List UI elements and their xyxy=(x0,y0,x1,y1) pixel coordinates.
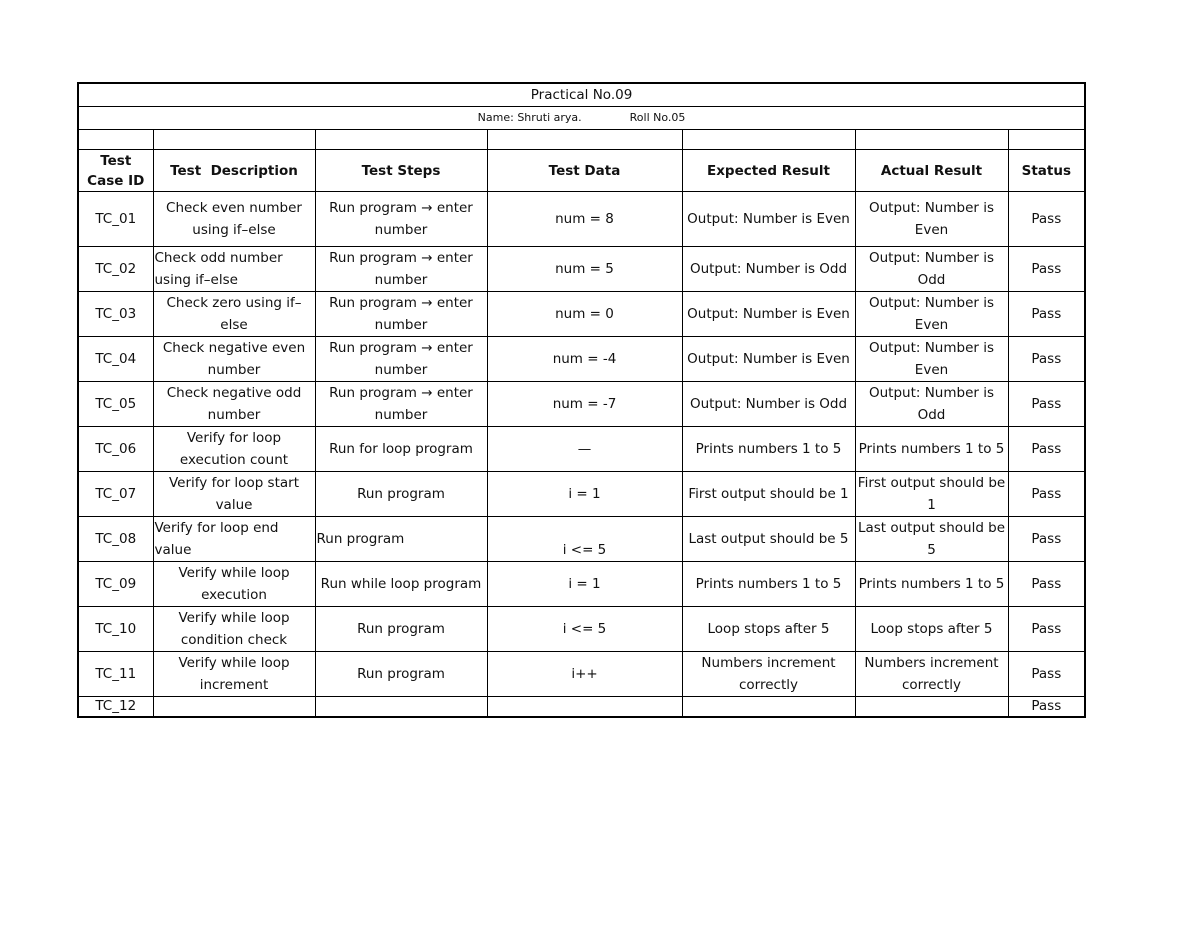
blank-row xyxy=(78,130,1085,150)
header-expected-result: Expected Result xyxy=(682,150,855,192)
case-description: Verify for loop end value xyxy=(153,517,315,562)
case-status: Pass xyxy=(1008,697,1085,718)
case-actual: Output: Number is Odd xyxy=(855,382,1008,427)
case-status: Pass xyxy=(1008,192,1085,247)
case-id: TC_10 xyxy=(78,607,153,652)
test-case-table xyxy=(77,82,1086,718)
case-steps: Run program xyxy=(315,652,487,697)
case-id: TC_07 xyxy=(78,472,153,517)
table-row xyxy=(78,382,1085,427)
case-data: num = -7 xyxy=(487,382,682,427)
case-data: num = -4 xyxy=(487,337,682,382)
case-description xyxy=(153,697,315,718)
title-row xyxy=(78,83,1085,107)
case-id: TC_02 xyxy=(78,247,153,292)
roll-number: Roll No.05 xyxy=(629,111,686,124)
case-steps: Run while loop program xyxy=(315,562,487,607)
case-data: i <= 5 xyxy=(487,607,682,652)
case-actual: Output: Number is Even xyxy=(855,292,1008,337)
case-id: TC_08 xyxy=(78,517,153,562)
case-status: Pass xyxy=(1008,337,1085,382)
case-description: Check even number using if–else xyxy=(153,192,315,247)
table-row xyxy=(78,192,1085,247)
case-expected: Output: Number is Even xyxy=(682,292,855,337)
case-data: num = 0 xyxy=(487,292,682,337)
header-actual-result: Actual Result xyxy=(855,150,1008,192)
case-description: Check odd number using if–else xyxy=(153,247,315,292)
case-description: Check zero using if–else xyxy=(153,292,315,337)
case-description: Verify while loop execution xyxy=(153,562,315,607)
case-expected: Output: Number is Even xyxy=(682,192,855,247)
case-expected: Output: Number is Odd xyxy=(682,247,855,292)
case-expected: Output: Number is Odd xyxy=(682,382,855,427)
header-test-data: Test Data xyxy=(487,150,682,192)
case-id: TC_03 xyxy=(78,292,153,337)
case-data: i = 1 xyxy=(487,472,682,517)
case-expected: Last output should be 5 xyxy=(682,517,855,562)
case-description: Verify for loop execution count xyxy=(153,427,315,472)
case-actual: Prints numbers 1 to 5 xyxy=(855,562,1008,607)
header-row xyxy=(78,150,1085,192)
case-status: Pass xyxy=(1008,652,1085,697)
case-steps: Run for loop program xyxy=(315,427,487,472)
case-status: Pass xyxy=(1008,427,1085,472)
page-title: Practical No.09 xyxy=(78,83,1085,107)
table-row xyxy=(78,337,1085,382)
header-test-case-id: Test Case ID xyxy=(78,150,153,192)
case-description: Verify for loop start value xyxy=(153,472,315,517)
student-info xyxy=(78,107,1085,130)
case-steps xyxy=(315,697,487,718)
case-id: TC_09 xyxy=(78,562,153,607)
case-expected: First output should be 1 xyxy=(682,472,855,517)
case-steps: Run program xyxy=(315,517,487,562)
case-expected: Prints numbers 1 to 5 xyxy=(682,427,855,472)
case-description: Verify while loop condition check xyxy=(153,607,315,652)
case-steps: Run program xyxy=(315,607,487,652)
table-row xyxy=(78,562,1085,607)
case-status: Pass xyxy=(1008,472,1085,517)
table-row xyxy=(78,292,1085,337)
case-data: num = 8 xyxy=(487,192,682,247)
case-id: TC_11 xyxy=(78,652,153,697)
student-name: Name: Shruti arya. xyxy=(477,111,582,124)
table-row xyxy=(78,652,1085,697)
case-data xyxy=(487,697,682,718)
case-actual: Numbers increment correctly xyxy=(855,652,1008,697)
case-steps: Run program xyxy=(315,472,487,517)
case-actual: Last output should be 5 xyxy=(855,517,1008,562)
header-test-steps: Test Steps xyxy=(315,150,487,192)
case-actual xyxy=(855,697,1008,718)
table-row xyxy=(78,427,1085,472)
case-description: Check negative even number xyxy=(153,337,315,382)
case-data: — xyxy=(487,427,682,472)
case-id: TC_01 xyxy=(78,192,153,247)
case-actual: First output should be 1 xyxy=(855,472,1008,517)
case-actual: Loop stops after 5 xyxy=(855,607,1008,652)
case-steps: Run program → enter number xyxy=(315,192,487,247)
table-row xyxy=(78,472,1085,517)
case-actual: Prints numbers 1 to 5 xyxy=(855,427,1008,472)
case-actual: Output: Number is Even xyxy=(855,337,1008,382)
case-data: i = 1 xyxy=(487,562,682,607)
case-id: TC_06 xyxy=(78,427,153,472)
header-status: Status xyxy=(1008,150,1085,192)
case-expected xyxy=(682,697,855,718)
case-steps: Run program → enter number xyxy=(315,247,487,292)
table-row xyxy=(78,607,1085,652)
case-status: Pass xyxy=(1008,517,1085,562)
case-steps: Run program → enter number xyxy=(315,382,487,427)
case-status: Pass xyxy=(1008,292,1085,337)
case-description: Verify while loop increment xyxy=(153,652,315,697)
case-status: Pass xyxy=(1008,562,1085,607)
case-status: Pass xyxy=(1008,607,1085,652)
case-status: Pass xyxy=(1008,382,1085,427)
table-row xyxy=(78,517,1085,562)
table-row xyxy=(78,697,1085,718)
case-expected: Output: Number is Even xyxy=(682,337,855,382)
case-data: i++ xyxy=(487,652,682,697)
case-steps: Run program → enter number xyxy=(315,292,487,337)
table-row xyxy=(78,247,1085,292)
header-test-description: Test Description xyxy=(153,150,315,192)
case-actual: Output: Number is Odd xyxy=(855,247,1008,292)
case-expected: Numbers increment correctly xyxy=(682,652,855,697)
case-expected: Loop stops after 5 xyxy=(682,607,855,652)
student-info-row xyxy=(78,107,1085,130)
case-id: TC_04 xyxy=(78,337,153,382)
case-id: TC_05 xyxy=(78,382,153,427)
case-data: i <= 5 xyxy=(487,517,682,562)
case-data: num = 5 xyxy=(487,247,682,292)
case-description: Check negative odd number xyxy=(153,382,315,427)
case-status: Pass xyxy=(1008,247,1085,292)
case-id: TC_12 xyxy=(78,697,153,718)
case-expected: Prints numbers 1 to 5 xyxy=(682,562,855,607)
case-steps: Run program → enter number xyxy=(315,337,487,382)
case-actual: Output: Number is Even xyxy=(855,192,1008,247)
